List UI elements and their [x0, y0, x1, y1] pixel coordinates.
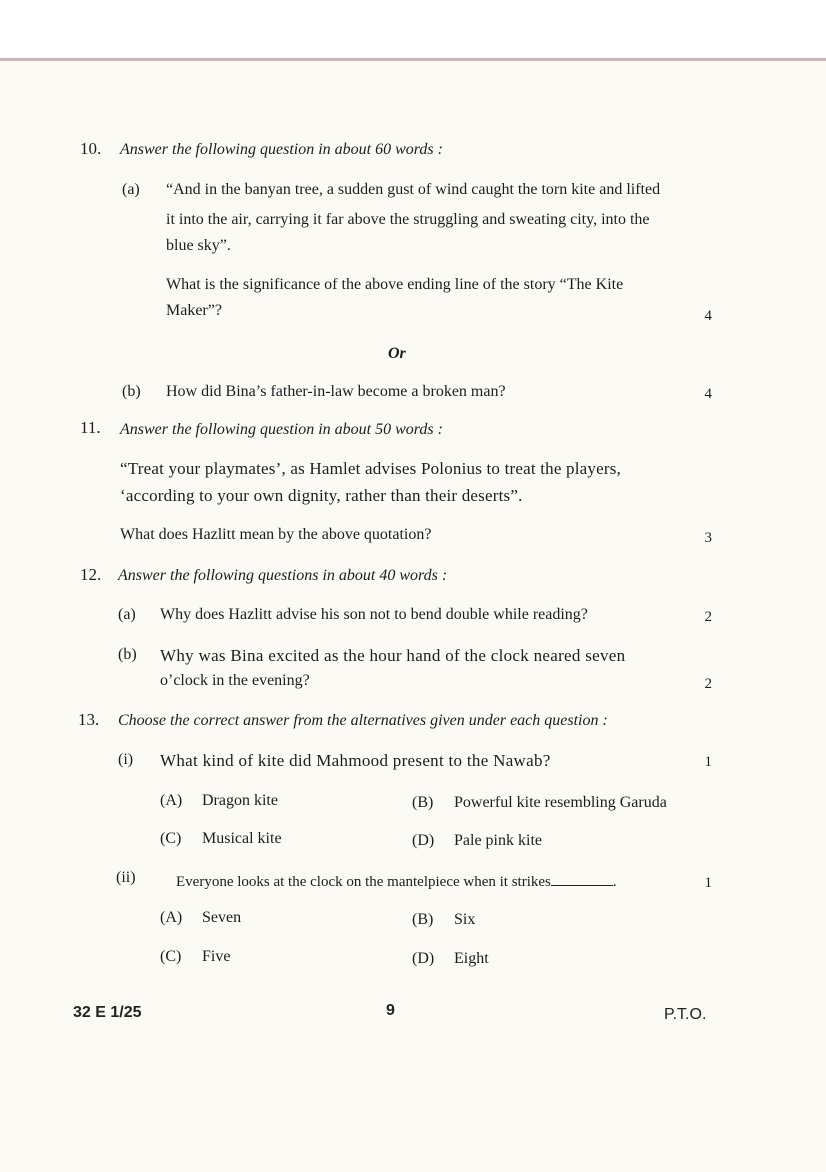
- pto-label: P.T.O.: [664, 1006, 707, 1023]
- q11-marks: 3: [704, 530, 712, 546]
- q13i-option-a-label: (A): [160, 792, 183, 809]
- q13i-label: (i): [118, 751, 134, 768]
- q12a-marks: 2: [704, 609, 712, 625]
- q13-number: 13.: [78, 710, 100, 729]
- q13ii-option-c-label: (C): [160, 948, 182, 965]
- answer-blank: [551, 871, 613, 886]
- q13ii-option-b-label: (B): [412, 911, 434, 928]
- q13i-option-d-label: (D): [412, 832, 435, 849]
- q11-question: What does Hazlitt mean by the above quotation?: [120, 526, 432, 543]
- q13ii-text: Everyone looks at the clock on the mantelpiece when it strikes: [176, 874, 551, 890]
- q13i-option-b-label: (B): [412, 794, 434, 811]
- q13i-text: What kind of kite did Mahmood present to the Nawab?: [160, 751, 551, 770]
- q10a-quote-line2: it into the air, carrying it far above the struggling and sweating city, into the: [166, 211, 650, 228]
- q13ii-option-b-text: Six: [454, 911, 476, 928]
- q13i-option-c-text: Musical kite: [202, 830, 282, 847]
- q10a-quote-line1: “And in the banyan tree, a sudden gust of wind caught the torn kite and lifted: [166, 181, 661, 198]
- q13ii-marks: 1: [704, 875, 712, 891]
- q10-instruction: Answer the following question in about 60 words :: [120, 141, 443, 158]
- q12b-marks: 2: [704, 676, 712, 692]
- q13ii-option-a-text: Seven: [202, 909, 242, 926]
- q13-instruction: Choose the correct answer from the alternatives given under each question :: [118, 712, 608, 729]
- q13i-option-b-text: Powerful kite resembling Garuda: [454, 794, 667, 811]
- q11-instruction: Answer the following question in about 50 words :: [120, 421, 443, 438]
- q10b-label: (b): [122, 383, 141, 400]
- q11-quote-line1: “Treat your playmates’, as Hamlet advises Polonius to treat the players,: [120, 459, 621, 478]
- q10-number: 10.: [80, 139, 102, 158]
- q13ii-question: [176, 871, 617, 891]
- q10b-marks: 4: [704, 386, 712, 402]
- paper-code: 32 E 1/25: [73, 1004, 142, 1021]
- q10a-marks: 4: [704, 308, 712, 324]
- q13ii-option-c-text: Five: [202, 948, 231, 965]
- q11-quote-line2: ‘according to your own dignity, rather than their deserts”.: [120, 486, 523, 505]
- q13i-marks: 1: [704, 754, 712, 770]
- q12a-label: (a): [118, 606, 136, 623]
- q13i-option-c-label: (C): [160, 830, 182, 847]
- q10a-question-line2: Maker”?: [166, 302, 222, 319]
- q12b-label: (b): [118, 646, 137, 663]
- q13ii-option-d-label: (D): [412, 950, 435, 967]
- q13ii-label: (ii): [116, 869, 136, 886]
- q13ii-end: .: [612, 874, 617, 890]
- q10-or: Or: [388, 345, 406, 362]
- q12b-line2: o’clock in the evening?: [160, 672, 310, 689]
- q10b-text: How did Bina’s father-in-law become a broken man?: [166, 383, 506, 400]
- q10a-quote-line3: blue sky”.: [166, 237, 231, 254]
- q12-number: 12.: [80, 565, 102, 584]
- q13ii-option-a-label: (A): [160, 909, 183, 926]
- page-number: 9: [386, 1002, 395, 1019]
- q10a-question-line1: What is the significance of the above ending line of the story “The Kite: [166, 276, 624, 293]
- exam-page: [0, 58, 826, 1172]
- q10a-label: (a): [122, 181, 140, 198]
- q11-number: 11.: [80, 418, 101, 437]
- q13i-option-a-text: Dragon kite: [202, 792, 278, 809]
- q13i-option-d-text: Pale pink kite: [454, 832, 542, 849]
- q13ii-option-d-text: Eight: [454, 950, 489, 967]
- q12a-text: Why does Hazlitt advise his son not to bend double while reading?: [160, 606, 588, 623]
- q12b-line1: Why was Bina excited as the hour hand of the clock neared seven: [160, 646, 626, 665]
- q12-instruction: Answer the following questions in about 40 words :: [118, 567, 448, 584]
